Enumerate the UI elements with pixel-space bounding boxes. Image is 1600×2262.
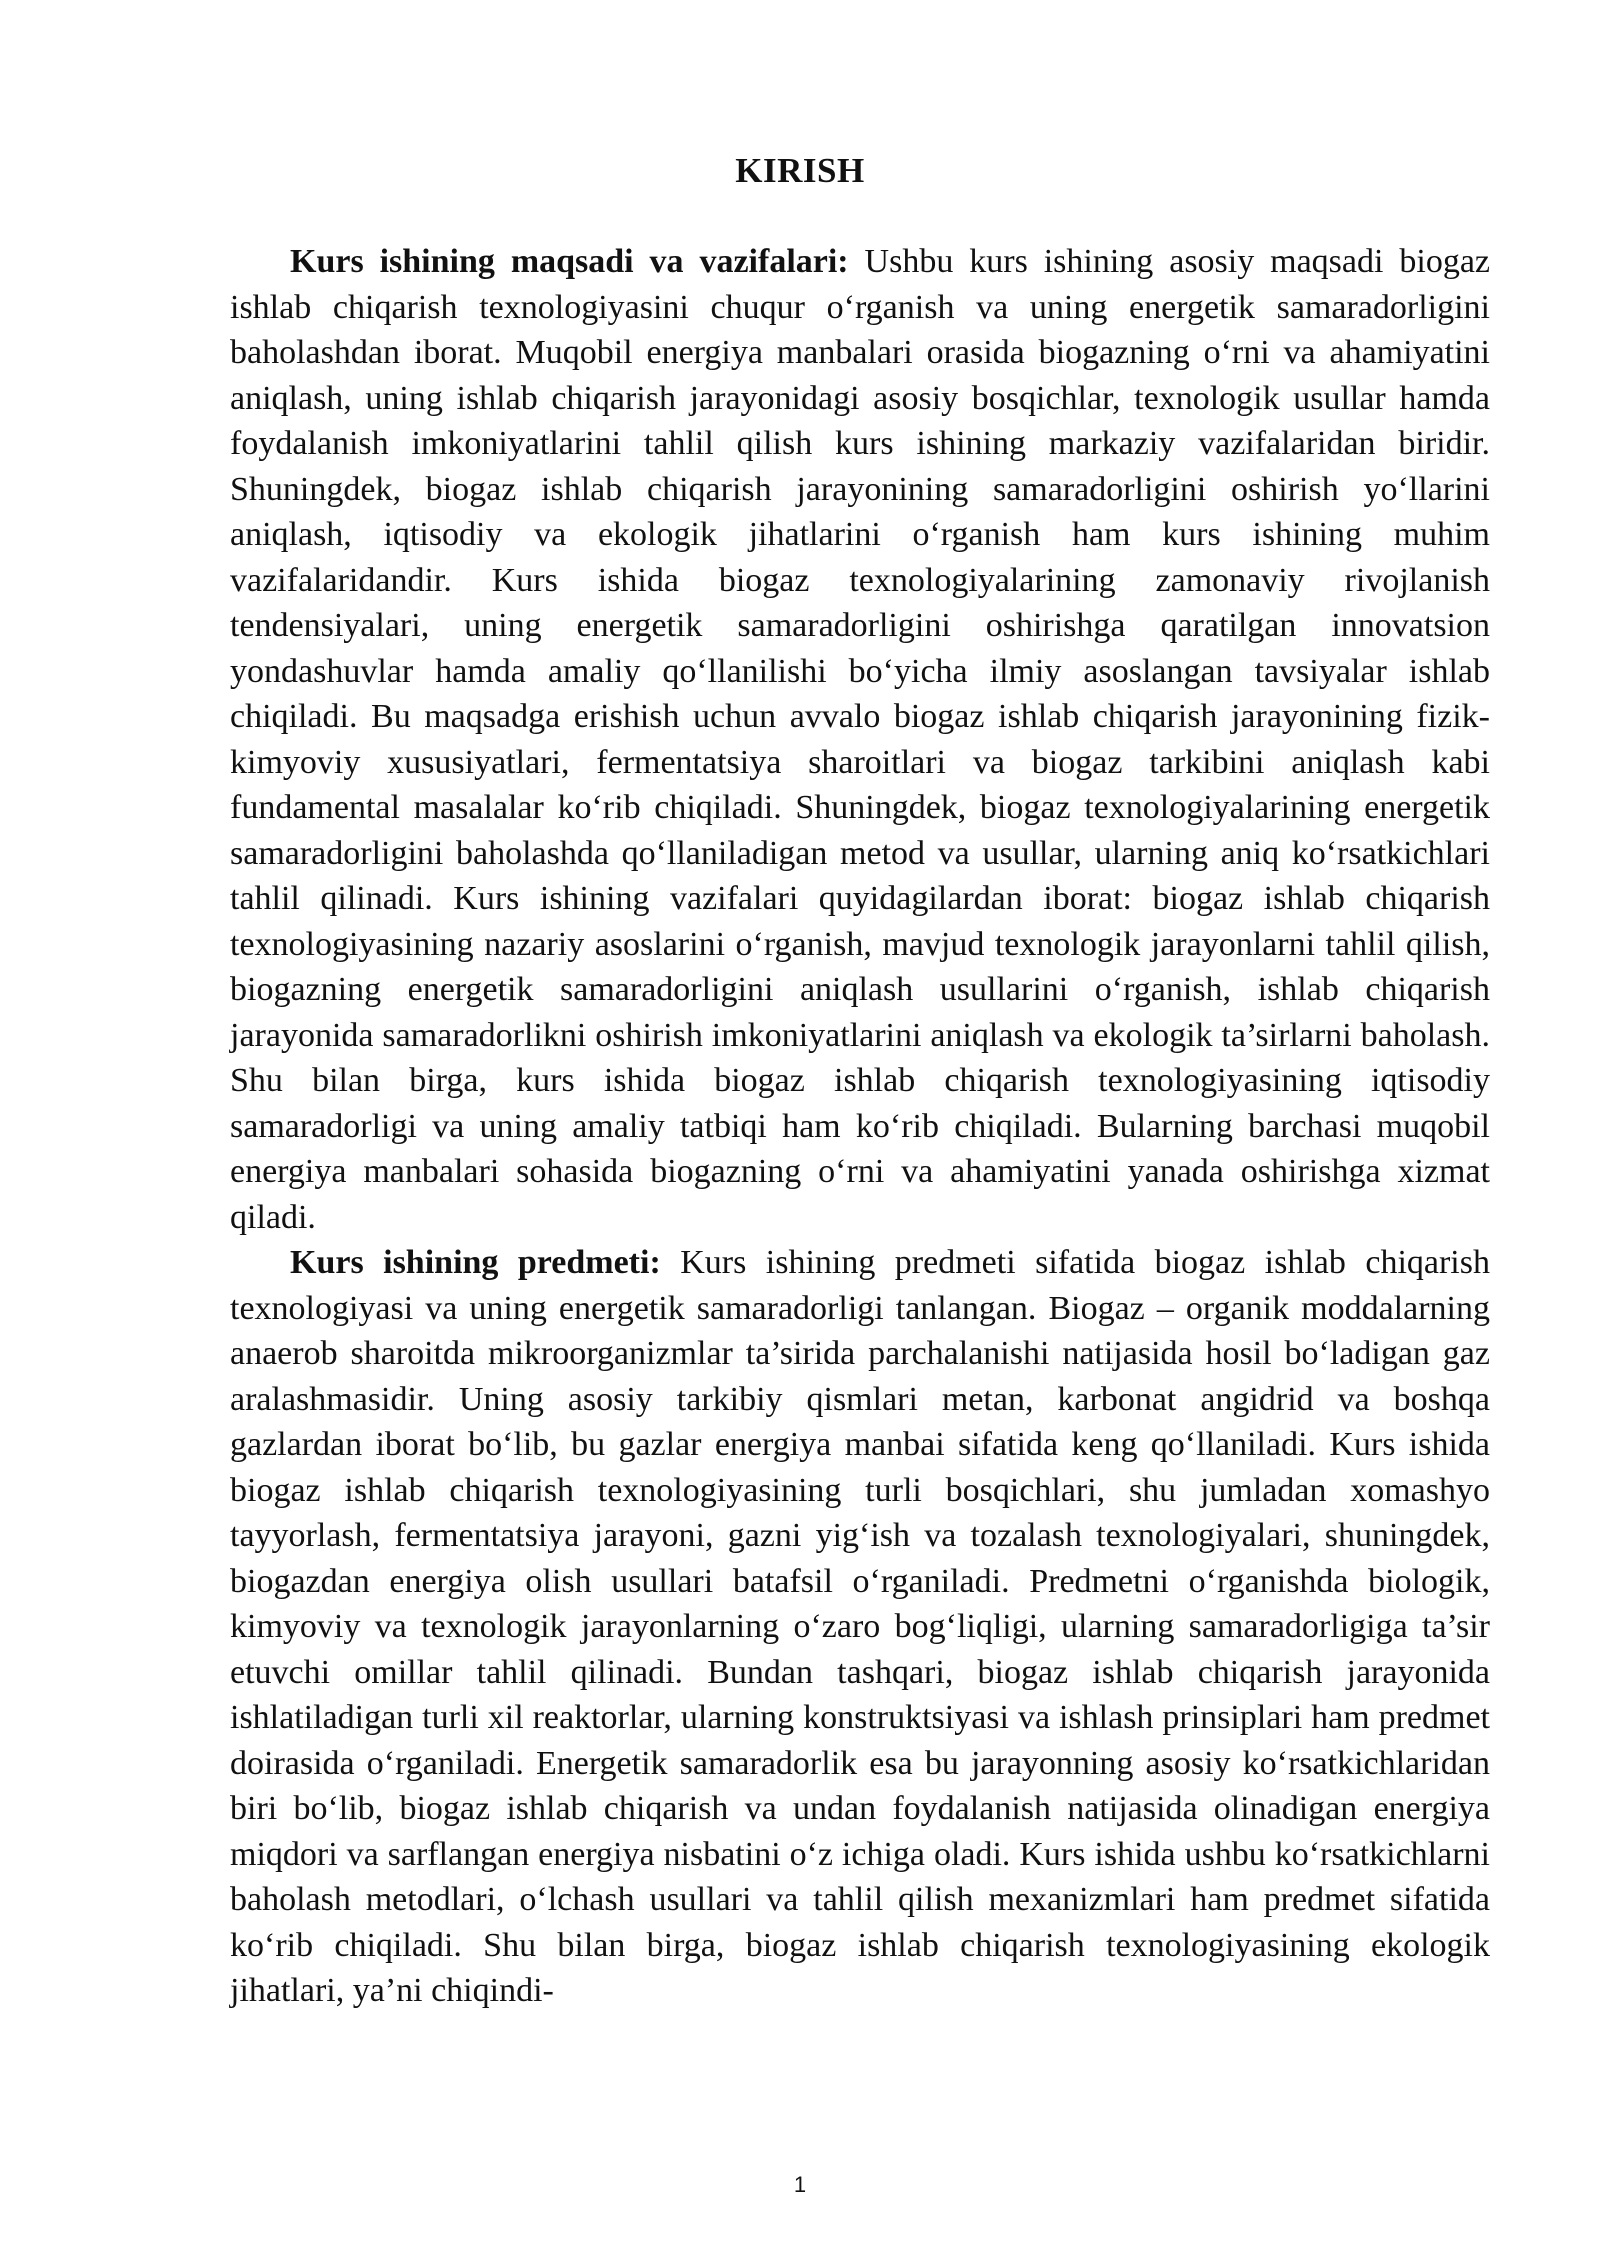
paragraph-subject (230, 1240, 1490, 2014)
paragraph-text: Kurs ishining predmeti sifatida biogaz ishlab chiqarish texnologiyasi va uning energetik samaradorligi tanlangan. Biogaz – organik moddalarning anaerob sharoitda mikroorganizmlar ta’sirida parchalanishi natijasida hosil bo‘ladigan gaz aralashmasidir. Uning asosiy tarkibiy qismlari metan, karbonat angidrid va boshqa gazlardan iborat bo‘lib, bu gazlar energiya manbai sifatida keng qo‘llaniladi. Kurs ishida biogaz ishlab chiqarish texnologiyasining turli bosqichlari, shu jumladan xomashyo tayyorlash, fermentatsiya jarayoni, gazni yig‘ish va tozalash texnologiyalari, shuningdek, biogazdan energiya olish usullari batafsil o‘rganiladi. Predmetni o‘rganishda biologik, kimyoviy va texnologik jarayonlarning o‘zaro bog‘liqligi, ularning samaradorligiga ta’sir etuvchi omillar tahlil qilinadi. Bundan tashqari, biogaz ishlab chiqarish jarayonida ishlatiladigan turli xil reaktorlar, ularning konstruktsiyasi va ishlash prinsiplari ham predmet doirasida o‘rganiladi. Energetik samaradorlik esa bu jarayonning asosiy ko‘rsatkichlaridan biri bo‘lib, biogaz ishlab chiqarish va undan foydalanish natijasida olinadigan energiya miqdori va sarflangan energiya nisbatini o‘z ichiga oladi. Kurs ishida ushbu ko‘rsatkichlarni baholash metodlari, o‘lchash usullari va tahlil qilish mexanizmlari ham predmet sifatida ko‘rib chiqiladi. Shu bilan birga, biogaz ishlab chiqarish texnologiyasining ekologik jihatlari, ya’ni chiqindi- (230, 1244, 1490, 2009)
paragraph-goals (230, 239, 1490, 1240)
paragraph-lead: Kurs ishining maqsadi va vazifalari: (290, 243, 849, 280)
paragraph-text: Ushbu kurs ishining asosiy maqsadi biogaz ishlab chiqarish texnologiyasini chuqur o‘rganish va uning energetik samaradorligini baholashdan iborat. Muqobil energiya manbalari orasida biogazning o‘rni va ahamiyatini aniqlash, uning ishlab chiqarish jarayonidagi asosiy bosqichlar, texnologik usullar hamda foydalanish imkoniyatlarini tahlil qilish kurs ishining markaziy vazifalaridan biridir. Shuningdek, biogaz ishlab chiqarish jarayonining samaradorligini oshirish yo‘llarini aniqlash, iqtisodiy va ekologik jihatlarini o‘rganish ham kurs ishining muhim vazifalaridandir. Kurs ishida biogaz texnologiyalarining zamonaviy rivojlanish tendensiyalari, uning energetik samaradorligini oshirishga qaratilgan innovatsion yondashuvlar hamda amaliy qo‘llanilishi bo‘yicha ilmiy asoslangan tavsiyalar ishlab chiqiladi. Bu maqsadga erishish uchun avvalo biogaz ishlab chiqarish jarayonining fizik-kimyoviy xususiyatlari, fermentatsiya sharoitlari va biogaz tarkibini aniqlash kabi fundamental masalalar ko‘rib chiqiladi. Shuningdek, biogaz texnologiyalarining energetik samaradorligini baholashda qo‘llaniladigan metod va usullar, ularning aniq ko‘rsatkichlari tahlil qilinadi. Kurs ishining vazifalari quyidagilardan iborat: biogaz ishlab chiqarish texnologiyasining nazariy asoslarini o‘rganish, mavjud texnologik jarayonlarni tahlil qilish, biogazning energetik samaradorligini aniqlash usullarini o‘rganish, ishlab chiqarish jarayonida samaradorlikni oshirish imkoniyatlarini aniqlash va ekologik ta’sirlarni baholash. Shu bilan birga, kurs ishida biogaz ishlab chiqarish texnologiyasining iqtisodiy samaradorligi va uning amaliy tatbiqi ham ko‘rib chiqiladi. Bularning barchasi muqobil energiya manbalari sohasida biogazning o‘rni va ahamiyatini yanada oshirishga xizmat qiladi. (230, 243, 1490, 1236)
page-number: 1 (793, 2172, 807, 2197)
body-text (230, 239, 1490, 2014)
page-heading: KIRISH (735, 151, 865, 190)
paragraph-lead: Kurs ishining predmeti: (290, 1244, 661, 1281)
